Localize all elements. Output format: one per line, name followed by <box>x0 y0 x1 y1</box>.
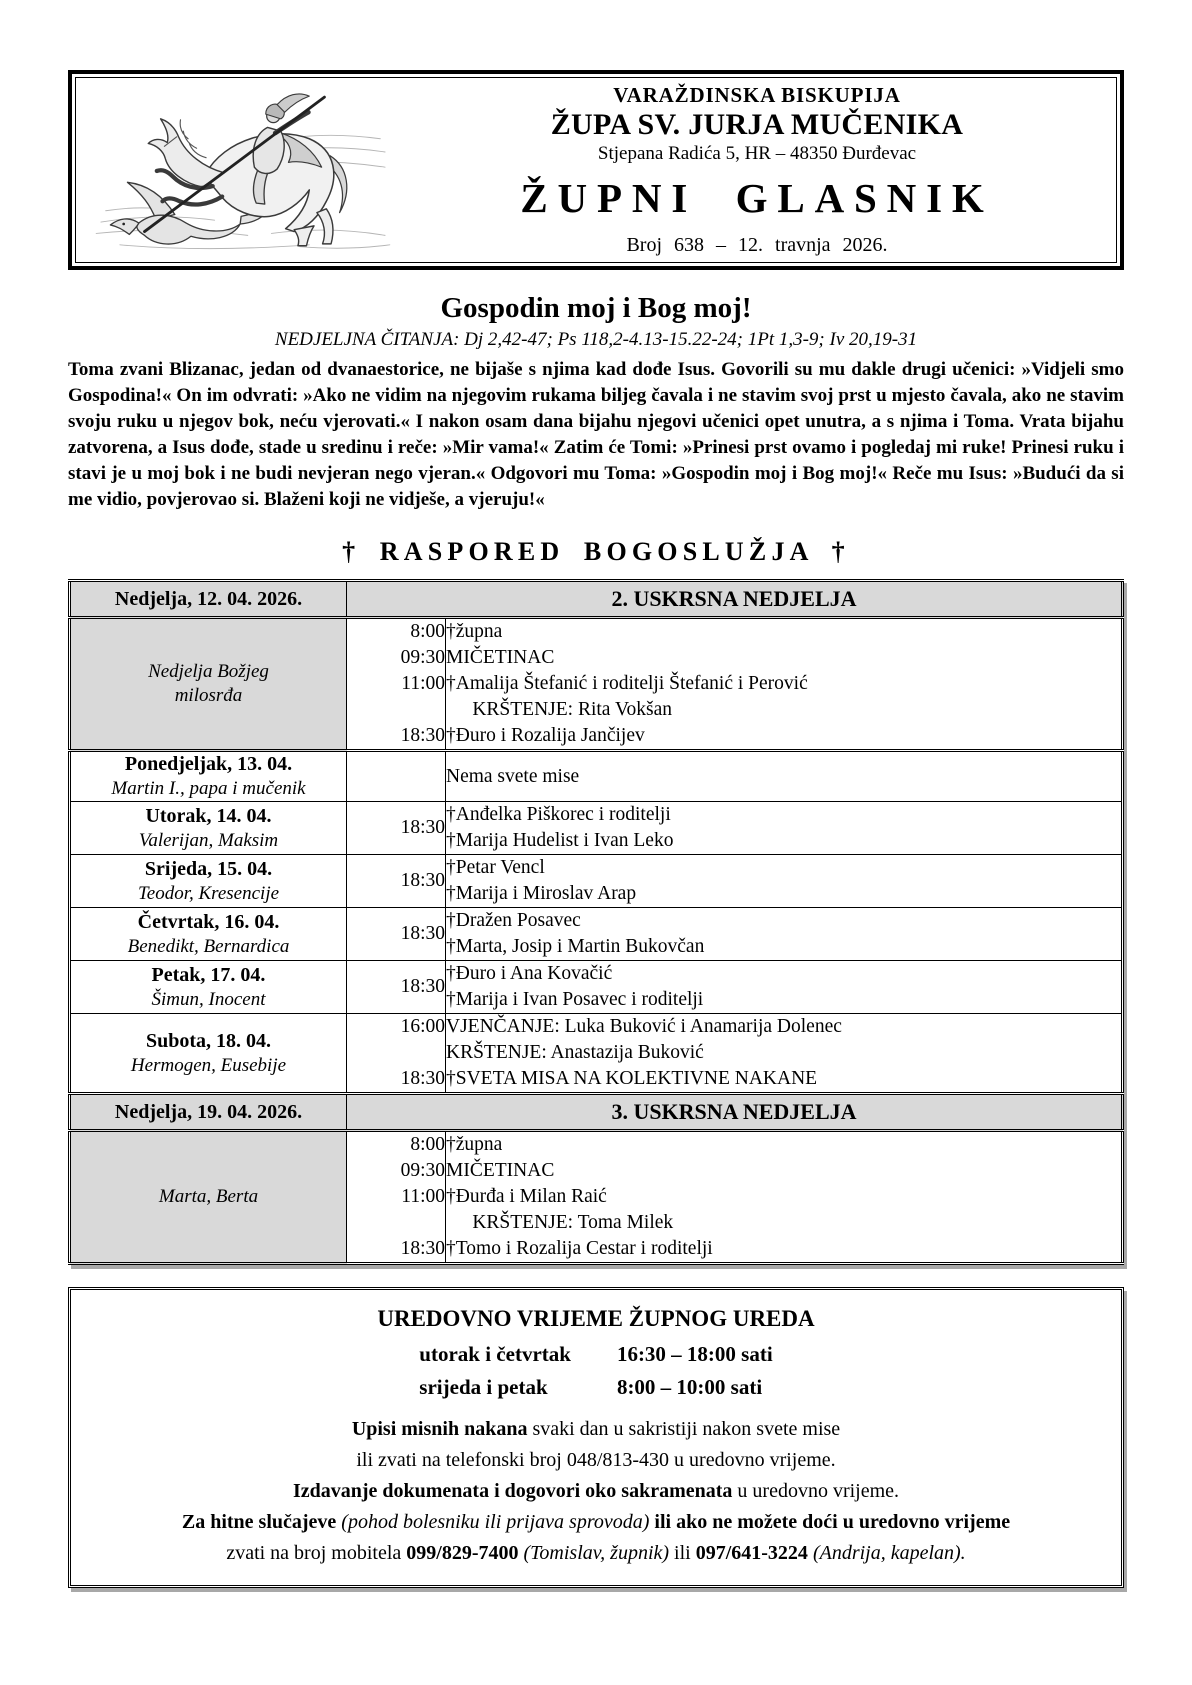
mass-intention: †Marta, Josip i Martin Bukovčan <box>446 936 705 957</box>
date-cell <box>70 855 347 908</box>
office-note-line: Upisi misnih nakana svaki dan u sakristiji nakon svete mise <box>351 1418 841 1440</box>
mass-time: 18:30 <box>400 817 445 838</box>
date-label: Ponedjeljak, 13. 04. <box>124 753 293 775</box>
mass-intention: †župna <box>446 1134 503 1155</box>
date-cell <box>70 802 347 855</box>
schedule-row <box>70 618 1123 751</box>
gospel-title: Gospodin moj i Bog moj! <box>440 292 752 324</box>
office-box <box>68 1287 1124 1588</box>
time-cell <box>347 908 446 961</box>
schedule-section-row <box>70 1094 1123 1131</box>
mass-intention: †Đuro i Rozalija Jančijev <box>446 725 645 746</box>
date-cell <box>70 908 347 961</box>
diocese-name: VARAŽDINSKA BISKUPIJA <box>613 83 901 107</box>
mass-intention: †Tomo i Rozalija Cestar i roditelji <box>446 1238 713 1259</box>
office-note-line: ili zvati na telefonski broj 048/813-430 u uredovno vrijeme. <box>356 1449 836 1471</box>
date-label: Petak, 17. 04. <box>151 963 266 986</box>
mass-time: 11:00 <box>401 1186 445 1207</box>
st-george-engraving-image <box>82 80 404 260</box>
masthead-inner <box>75 77 1117 263</box>
schedule-row <box>70 855 1123 908</box>
schedule-table <box>68 579 1124 1265</box>
entries-cell <box>446 802 1123 855</box>
schedule-row <box>70 751 1123 802</box>
mass-time <box>347 764 445 790</box>
schedule-row <box>70 908 1123 961</box>
mass-intention: †Petar Vencl <box>446 857 545 878</box>
time-cell <box>347 802 446 855</box>
entries-cell <box>446 751 1123 802</box>
date-label: Subota, 18. 04. <box>145 1029 272 1052</box>
office-hours-days: utorak i četvrtak <box>419 1342 571 1366</box>
gospel-text: Toma zvani Blizanac, jedan od dvanaestorice, ne bijaše s njima kad dođe Isus. Govorili su mu dakle drugi učenici: »Vidjeli smo Gospodina!« On im odvrati: »Ako ne vidim na njegovim rukama biljeg čavala i ne stavim svoj prst u mjesto čavala, ako ne stavim svoju ruku u njegov bok, neću vjerovati.« I nakon osam dana bijahu njegovi učenici opet unutra, a s njima i Toma. Vrata bijahu zatvorena, a Isus dođe, stade u sredinu i reče: »Mir vama!« Zatim će Tomi: »Prinesi prst ovamo i pogledaj mi ruke! Prinesi ruku i stavi je u moj bok i ne budi nevjeran nego vjeran.« Odgovori mu Toma: »Gospodin moj i Bog moj!« Reče mu Isus: »Budući da si me vidio, povjerovao si. Blaženi koji ne vidješe, a vjeruju!« <box>68 359 1124 510</box>
mass-intention: †župna <box>446 621 503 642</box>
section-date-cell: Nedjelja, 12. 04. 2026. <box>70 581 347 618</box>
entries-cell <box>446 855 1123 908</box>
masthead-text <box>404 83 1110 257</box>
mass-time: 18:30 <box>400 976 445 997</box>
saints-label: milosrđa <box>174 685 243 706</box>
date-label: Četvrtak, 16. 04. <box>137 910 280 933</box>
mass-intention: VJENČANJE: Luka Buković i Anamarija Dolenec <box>446 1016 842 1037</box>
date-cell <box>70 1131 347 1264</box>
office-note-line: Za hitne slučajeve (pohod bolesniku ili prijava sprovoda) ili ako ne možete doći u uredovno vrijeme <box>181 1511 1011 1533</box>
office-hours-time: 8:00 – 10:00 sati <box>616 1375 763 1399</box>
masthead <box>68 70 1124 270</box>
office-note-line: Izdavanje dokumenata i dogovori oko sakramenata u uredovno vrijeme. <box>292 1480 900 1502</box>
mass-intention: †SVETA MISA NA KOLEKTIVNE NAKANE <box>446 1068 818 1089</box>
date-label: Srijeda, 15. 04. <box>144 857 273 880</box>
sunday-readings: NEDJELJNA ČITANJA: Dj 2,42-47; Ps 118,2-4.13-15.22-24; 1Pt 1,3-9; Iv 20,19-31 <box>274 329 918 350</box>
mass-intention: †Marija i Miroslav Arap <box>446 883 637 904</box>
time-cell <box>347 1131 446 1264</box>
saints-label: Šimun, Inocent <box>151 988 266 1010</box>
mass-time: 8:00 <box>410 621 445 642</box>
office-notes <box>91 1414 1101 1569</box>
mass-intention: †Marija Hudelist i Ivan Leko <box>446 830 674 851</box>
mass-intention: KRŠTENJE: Rita Vokšan <box>472 699 673 720</box>
mass-time: 11:00 <box>401 673 445 694</box>
date-cell <box>70 1014 347 1094</box>
saints-label: Martin I., papa i mučenik <box>111 778 306 799</box>
mass-intention: KRŠTENJE: Anastazija Buković <box>446 1042 704 1063</box>
mass-time: 18:30 <box>400 870 445 891</box>
office-note-line: zvati na broj mobitela 099/829-7400 (Tomislav, župnik) ili 097/641-3224 (Andrija, kapelan). <box>226 1542 966 1564</box>
schedule-row <box>70 802 1123 855</box>
mass-intention: Nema svete mise <box>446 765 580 787</box>
entries-cell <box>446 1131 1123 1264</box>
mass-intention: †Đurđa i Milan Raić <box>446 1186 607 1207</box>
section-title-cell: 2. USKRSNA NEDJELJA <box>347 581 1123 618</box>
mass-intention: †Marija i Ivan Posavec i roditelji <box>446 989 704 1010</box>
mass-time: 18:30 <box>400 725 445 746</box>
mass-time: 09:30 <box>400 1160 445 1181</box>
mass-intention: †Amalija Štefanić i roditelji Štefanić i Perović <box>446 673 808 694</box>
section-title-cell: 3. USKRSNA NEDJELJA <box>347 1094 1123 1131</box>
time-cell <box>347 855 446 908</box>
mass-intention: †Dražen Posavec <box>446 910 581 931</box>
date-cell <box>70 961 347 1014</box>
office-hours-days: srijeda i petak <box>419 1375 548 1399</box>
date-label: Utorak, 14. 04. <box>145 804 272 827</box>
mass-intention: KRŠTENJE: Toma Milek <box>472 1212 674 1233</box>
mass-time <box>347 1040 445 1066</box>
saints-label: Valerijan, Maksim <box>138 829 279 851</box>
mass-time: 18:30 <box>400 1068 445 1089</box>
entries-cell <box>446 1014 1123 1094</box>
schedule-row <box>70 1014 1123 1094</box>
mass-time <box>347 697 445 723</box>
bulletin-title: ŽUPNI GLASNIK <box>520 175 994 221</box>
time-cell <box>347 1014 446 1094</box>
time-cell <box>347 961 446 1014</box>
mass-time: 09:30 <box>400 647 445 668</box>
mass-time: 18:30 <box>400 923 445 944</box>
saints-label: Benedikt, Bernardica <box>127 935 290 957</box>
time-cell <box>347 618 446 751</box>
saints-label: Teodor, Kresencije <box>137 882 280 904</box>
mass-time: 18:30 <box>400 1238 445 1259</box>
parish-address: Stjepana Radića 5, HR – 48350 Đurđevac <box>597 143 917 164</box>
saints-label: Marta, Berta <box>158 1186 259 1207</box>
schedule-row <box>70 1131 1123 1264</box>
mass-intention: †Đuro i Ana Kovačić <box>446 963 613 984</box>
entries-cell <box>446 618 1123 751</box>
mass-time: 8:00 <box>410 1134 445 1155</box>
parish-name: ŽUPA SV. JURJA MUČENIKA <box>550 108 964 141</box>
saints-label: Nedjelja Božjeg <box>148 661 269 682</box>
section-date-cell: Nedjelja, 19. 04. 2026. <box>70 1094 347 1131</box>
saints-label: Hermogen, Eusebije <box>130 1054 287 1076</box>
schedule-row <box>70 961 1123 1014</box>
mass-time: 16:00 <box>400 1016 445 1037</box>
schedule-heading: † RASPORED BOGOSLUŽJA † <box>342 537 850 566</box>
schedule-section-row <box>70 581 1123 618</box>
date-cell <box>70 618 347 751</box>
office-hours <box>419 1338 772 1404</box>
entries-cell <box>446 961 1123 1014</box>
entries-cell <box>446 908 1123 961</box>
mass-intention: MIČETINAC <box>446 647 555 668</box>
mass-time <box>347 1210 445 1236</box>
time-cell <box>347 751 446 802</box>
mass-intention: MIČETINAC <box>446 1160 555 1181</box>
office-title: UREDOVNO VRIJEME ŽUPNOG UREDA <box>377 1306 815 1331</box>
date-cell <box>70 751 347 802</box>
office-hours-time: 16:30 – 18:00 sati <box>616 1342 773 1366</box>
issue-line: Broj 638 – 12. travnja 2026. <box>626 234 888 256</box>
mass-intention: †Anđelka Piškorec i roditelji <box>446 804 671 825</box>
